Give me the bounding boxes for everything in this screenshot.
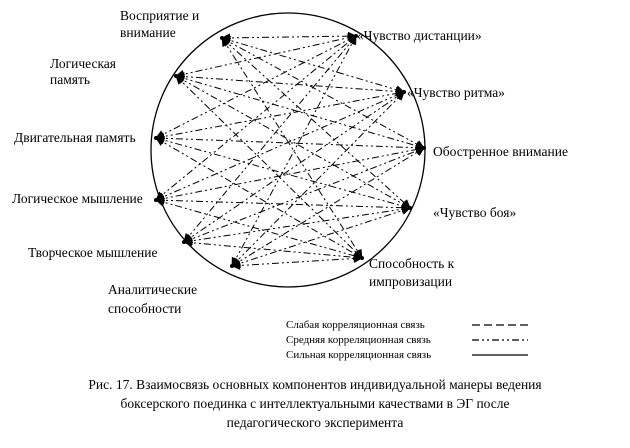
node-label-creative-thinking: Творческое мышление: [28, 245, 158, 260]
node-point-improvisation: [360, 256, 364, 260]
edge-motor_memory-acute_attention: [156, 138, 424, 148]
node-label-analytical: Аналитические способности: [108, 282, 198, 316]
node-label-rhythm: «Чувство ритма»: [407, 85, 505, 100]
legend-label-strong: Сильная корреляционная связь: [286, 349, 432, 361]
node-label-motor-memory: Двигательная память: [14, 130, 136, 145]
node-label-logical-memory: Логическая память: [50, 56, 116, 87]
caption-line-1: Рис. 17. Взаимосвязь основных компонентов индивидуальной манеры ведения: [88, 377, 542, 392]
node-label-improvisation: Способность к импровизации: [369, 256, 455, 289]
node-point-acute_attention: [422, 146, 426, 150]
node-label-perception: Восприятие и внимание: [120, 8, 200, 40]
diagram-circle: [151, 13, 425, 287]
caption-line-3: педагогического эксперимента: [226, 415, 404, 430]
node-point-creative_thinking: [182, 240, 186, 244]
node-label-fight: «Чувство боя»: [433, 205, 517, 220]
node-label-acute-attention: Обостренное внимание: [433, 144, 568, 159]
edge-motor_memory-rhythm: [156, 92, 404, 138]
legend-label-weak: Слабая корреляционная связь: [286, 319, 425, 331]
node-label-distance: «Чувство дистанции»: [357, 28, 482, 43]
node-point-analytical: [230, 264, 234, 268]
node-point-fight: [408, 206, 412, 210]
node-point-logical_memory: [174, 74, 178, 78]
edges-group: [156, 36, 424, 266]
edge-creative_thinking-acute_attention: [184, 148, 424, 242]
edge-creative_thinking-rhythm: [184, 92, 404, 242]
edge-logical_thinking-fight: [156, 200, 410, 208]
legend-label-medium: Средняя корреляционная связь: [286, 334, 431, 346]
node-point-logical_thinking: [154, 198, 158, 202]
edge-logical_thinking-distance: [156, 36, 356, 200]
edge-logical_memory-rhythm: [176, 76, 404, 92]
figure-caption: [88, 377, 541, 430]
caption-line-2: боксерского поединка с интеллектуальными качествами в ЭГ после: [120, 396, 510, 411]
node-point-rhythm: [402, 90, 406, 94]
edge-perception-distance: [222, 36, 356, 38]
node-label-logical-thinking: Логическое мышление: [12, 191, 143, 206]
edge-logical_memory-fight: [176, 76, 410, 208]
node-point-perception: [220, 36, 224, 40]
edge-logical_thinking-acute_attention: [156, 148, 424, 200]
legend: [286, 319, 528, 361]
edge-creative_thinking-fight: [184, 208, 410, 242]
edge-perception-acute_attention: [222, 38, 424, 148]
edge-creative_thinking-distance: [184, 36, 356, 242]
edge-analytical-acute_attention: [232, 148, 424, 266]
node-point-motor_memory: [154, 136, 158, 140]
